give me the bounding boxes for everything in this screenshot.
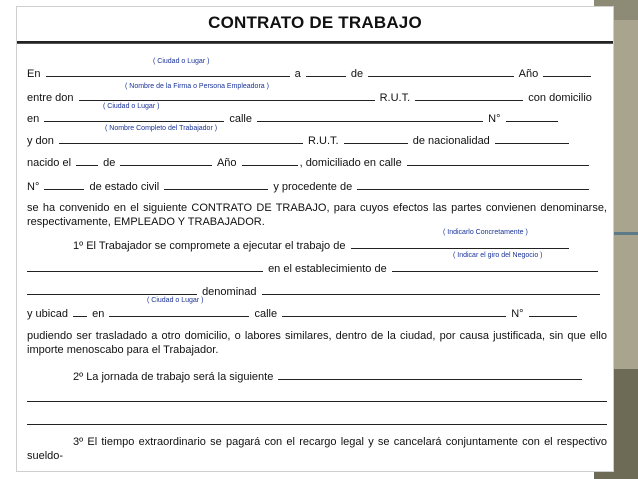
blank-trabajo-cont[interactable] bbox=[27, 261, 263, 272]
line-entre-don bbox=[27, 90, 607, 104]
blank-mes-nac[interactable] bbox=[120, 155, 212, 166]
hint-firma: ( Nombre de la Firma o Persona Empleadora ) bbox=[125, 83, 269, 90]
blank-numero-empleador[interactable] bbox=[506, 111, 558, 122]
line-establecimiento bbox=[27, 261, 607, 275]
label-de-2: de bbox=[103, 157, 116, 169]
intro-paragraph: se ha convenido en el siguiente CONTRATO DE TRABAJO, para cuyos efectos las partes convienen denominarse, respectivamente, EMPLEADO Y TRABAJADOR. bbox=[27, 202, 607, 228]
label-en-3: en bbox=[92, 308, 105, 320]
blank-dia[interactable] bbox=[306, 66, 346, 77]
blank-giro[interactable] bbox=[392, 261, 598, 272]
blank-trabajo[interactable] bbox=[351, 238, 569, 249]
blank-ciudad-empleador[interactable] bbox=[44, 111, 224, 122]
blank-numero-trabajador[interactable] bbox=[44, 179, 84, 190]
label-numero-3: N° bbox=[511, 308, 524, 320]
blank-calle-empleador[interactable] bbox=[257, 111, 483, 122]
blank-estado-civil[interactable] bbox=[164, 179, 268, 190]
blank-anio[interactable] bbox=[543, 66, 591, 77]
label-domiciliado: , domiciliado en calle bbox=[299, 157, 402, 169]
label-domicilio: con domicilio bbox=[528, 92, 592, 104]
clause1-paragraph: pudiendo ser trasladado a otro domicilio, o labores similares, dentro de la ciudad, por causa justificada, sin que ello importe menoscabo para el Trabajador. bbox=[27, 330, 607, 356]
blank-nacionalidad[interactable] bbox=[495, 133, 569, 144]
blank-anio-nac[interactable] bbox=[242, 155, 298, 166]
label-rut-2: R.U.T. bbox=[308, 135, 339, 147]
blank-rut-trabajador[interactable] bbox=[344, 133, 408, 144]
label-y-don: y don bbox=[27, 135, 54, 147]
blank-rut-empleador[interactable] bbox=[415, 90, 523, 101]
blank-empleador[interactable] bbox=[79, 90, 375, 101]
label-nacionalidad: de nacionalidad bbox=[412, 135, 490, 147]
line-y-don bbox=[27, 133, 607, 147]
contract-document bbox=[16, 6, 614, 472]
line-en-calle bbox=[27, 111, 607, 125]
blank-procedencia[interactable] bbox=[357, 179, 589, 190]
blank-mes[interactable] bbox=[368, 66, 514, 77]
blank-ubicad[interactable] bbox=[73, 306, 87, 317]
hint-ciudad-3: ( Ciudad o Lugar ) bbox=[147, 297, 204, 304]
title-rule bbox=[17, 43, 613, 44]
label-en-2: en bbox=[27, 113, 40, 125]
title-bar bbox=[17, 7, 613, 43]
line-clause2 bbox=[73, 369, 607, 383]
blank-calle-establecimiento[interactable] bbox=[282, 306, 506, 317]
label-calle-1: calle bbox=[229, 113, 252, 125]
label-anio-2: Año bbox=[216, 157, 237, 169]
label-anio: Año bbox=[518, 68, 539, 80]
blank-trabajador[interactable] bbox=[59, 133, 303, 144]
blank-ciudad[interactable] bbox=[46, 66, 290, 77]
label-rut-1: R.U.T. bbox=[379, 92, 411, 104]
line-clause1 bbox=[73, 238, 607, 252]
hint-ciudad-1: ( Ciudad o Lugar ) bbox=[153, 58, 210, 65]
hint-ciudad-2: ( Ciudad o Lugar ) bbox=[103, 103, 160, 110]
label-ubicad: y ubicad bbox=[27, 308, 68, 320]
blank-jornada-line-3[interactable] bbox=[27, 424, 607, 425]
line-ubicad bbox=[27, 306, 607, 320]
clause2-label: 2º La jornada de trabajo será la siguiente bbox=[73, 371, 274, 383]
clause1-label: 1º El Trabajador se compromete a ejecutar el trabajo de bbox=[73, 240, 346, 252]
label-numero-1: N° bbox=[488, 113, 501, 125]
blank-dia-nac[interactable] bbox=[76, 155, 98, 166]
blank-jornada-line-2[interactable] bbox=[27, 401, 607, 402]
label-numero-2: N° bbox=[27, 181, 40, 193]
label-entre-don: entre don bbox=[27, 92, 74, 104]
label-denominad: denominad bbox=[202, 286, 257, 298]
line-nacido bbox=[27, 155, 607, 169]
label-calle-2: calle bbox=[254, 308, 278, 320]
blank-giro-cont[interactable] bbox=[27, 284, 197, 295]
hint-trabajador: ( Nombre Completo del Trabajador ) bbox=[105, 125, 218, 132]
line-denominad bbox=[27, 284, 607, 298]
line-estado-civil bbox=[27, 179, 607, 193]
label-procedente: y procedente de bbox=[273, 181, 353, 193]
label-establecimiento: en el establecimiento de bbox=[268, 263, 387, 275]
blank-calle-trabajador[interactable] bbox=[407, 155, 589, 166]
document-title: CONTRATO DE TRABAJO bbox=[208, 13, 422, 32]
blank-denominacion[interactable] bbox=[262, 284, 600, 295]
blank-ciudad-establecimiento[interactable] bbox=[109, 306, 249, 317]
blank-numero-establecimiento[interactable] bbox=[529, 306, 577, 317]
blank-jornada[interactable] bbox=[278, 369, 582, 380]
clause3-paragraph: 3º El tiempo extraordinario se pagará con el recargo legal y se cancelará conjuntamente con el respectivo sueldo- bbox=[27, 436, 607, 462]
label-nacido: nacido el bbox=[27, 157, 72, 169]
label-estado-civil: de estado civil bbox=[89, 181, 160, 193]
label-en: En bbox=[27, 68, 41, 80]
line-en-fecha bbox=[27, 66, 607, 80]
label-a: a bbox=[294, 68, 301, 80]
label-de: de bbox=[350, 68, 364, 80]
hint-giro: ( Indicar el giro del Negocio ) bbox=[453, 252, 543, 259]
hint-concretamente: ( Indicarlo Concretamente ) bbox=[443, 229, 528, 236]
